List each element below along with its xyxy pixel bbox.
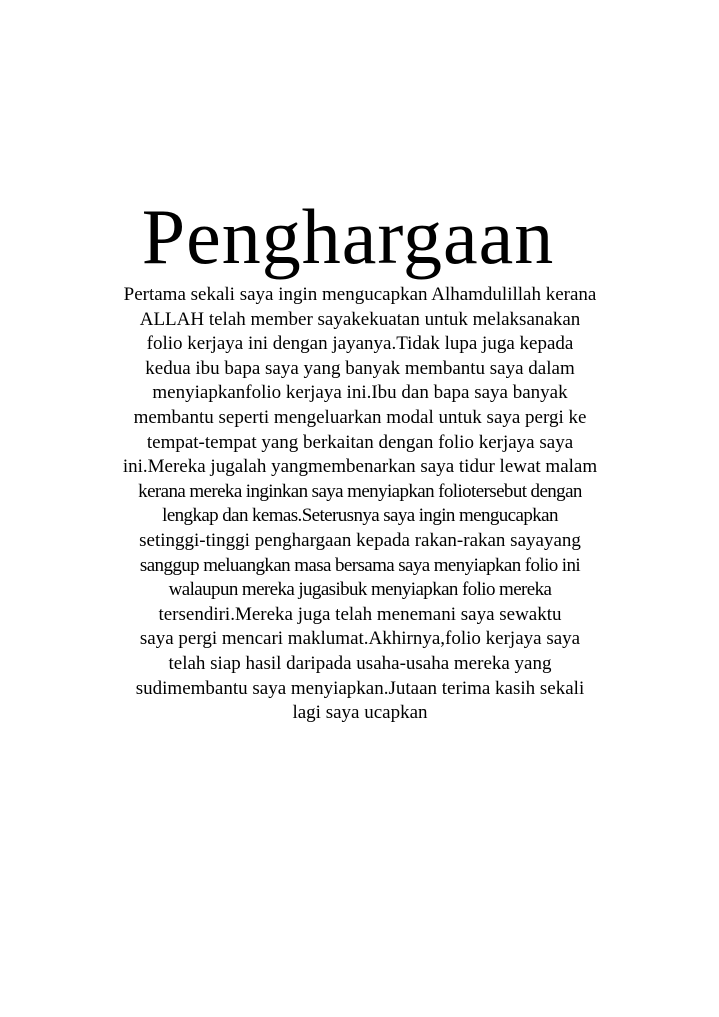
page-title: Penghargaan bbox=[141, 193, 555, 280]
paragraph-line-6: membantu seperti mengeluarkan modal untuk saya pergi ke bbox=[133, 406, 587, 428]
paragraph-line-5: menyiapkanfolio kerjaya ini.Ibu dan bapa saya banyak bbox=[152, 382, 568, 404]
paragraph-line-9: kerana mereka inginkan saya menyiapkan foliotersebut dengan bbox=[138, 480, 582, 502]
paragraph-line-14: tersendiri.Mereka juga telah menemani saya sewaktu bbox=[158, 603, 562, 625]
paragraph-line-15: saya pergi mencari maklumat.Akhirnya,folio kerjaya saya bbox=[139, 628, 581, 650]
paragraph-line-7: tempat-tempat yang berkaitan dengan folio kerjaya saya bbox=[146, 431, 574, 453]
paragraph-line-3: folio kerjaya ini dengan jayanya.Tidak lupa juga kepada bbox=[146, 333, 574, 355]
paragraph-line-13: walaupun mereka jugasibuk menyiapkan folio mereka bbox=[168, 579, 552, 601]
paragraph-line-17: sudimembantu saya menyiapkan.Jutaan terima kasih sekali bbox=[135, 677, 585, 699]
paragraph-line-2: ALLAH telah member sayakekuatan untuk melaksanakan bbox=[139, 308, 581, 330]
paragraph-line-4: kedua ibu bapa saya yang banyak membantu saya dalam bbox=[145, 357, 575, 379]
paragraph-line-12: sanggup meluangkan masa bersama saya menyiapkan folio ini bbox=[139, 554, 581, 576]
paragraph-line-18: lagi saya ucapkan bbox=[292, 702, 428, 724]
paragraph-line-1: Pertama sekali saya ingin mengucapkan Alhamdulillah kerana bbox=[123, 284, 597, 305]
paragraph-line-10: lengkap dan kemas.Seterusnya saya ingin mengucapkan bbox=[162, 505, 558, 527]
acknowledgement-paragraph bbox=[60, 283, 660, 726]
paragraph-line-11: setinggi-tinggi penghargaan kepada rakan-rakan sayayang bbox=[139, 529, 581, 551]
paragraph-line-16: telah siap hasil daripada usaha-usaha mereka yang bbox=[168, 652, 552, 674]
paragraph-line-8: ini.Mereka jugalah yangmembenarkan saya tidur lewat malam bbox=[122, 456, 598, 478]
